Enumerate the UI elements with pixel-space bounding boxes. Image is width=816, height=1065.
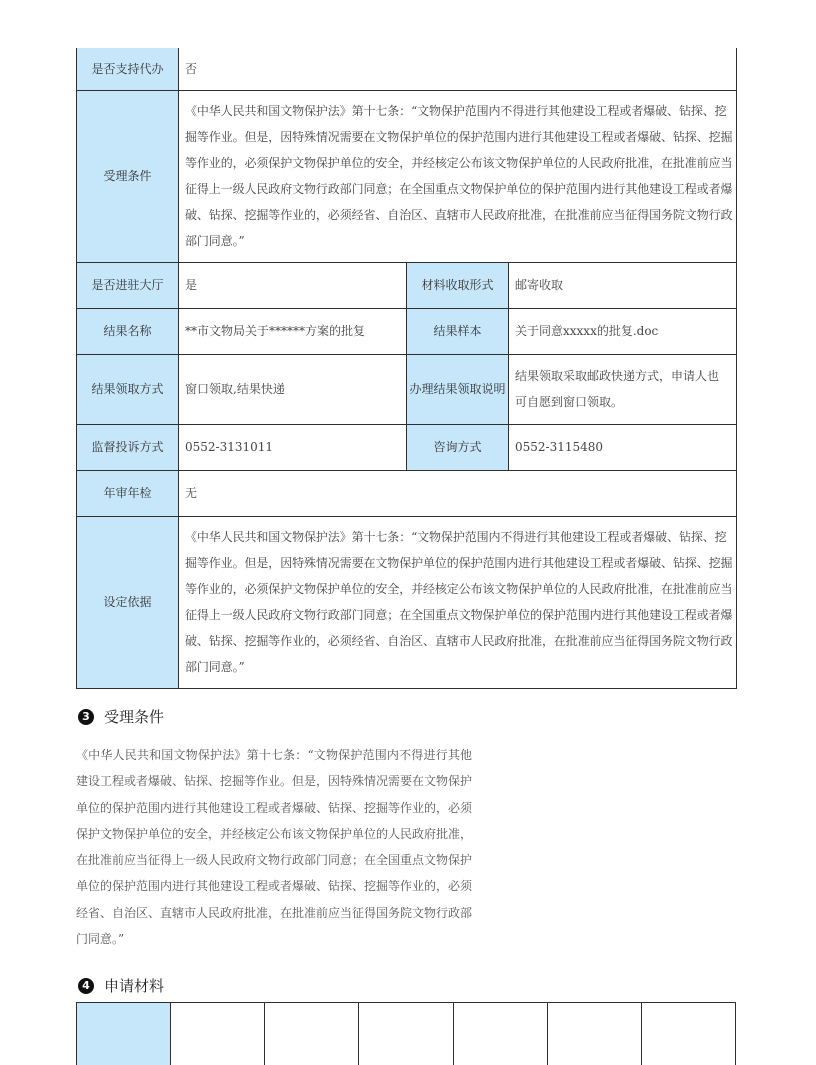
row-value: 0552-3131011 — [179, 424, 407, 470]
section-title: 受理条件 — [104, 706, 164, 727]
table-row — [77, 90, 737, 262]
row-label: 办理结果领取说明 — [407, 354, 509, 424]
row-label: 结果样本 — [407, 308, 509, 354]
row-value: 《中华人民共和国文物保护法》第十七条：“文物保护范围内不得进行其他建设工程或者爆破、钻探、挖掘等作业。但是，因特殊情况需要在文物保护单位的保护范围内进行其他建设工程或者爆破、钻探、挖掘等作业的，必须保护文物保护单位的安全，并经核定公布该文物保护单位的人民政府批准，在批准前应当征得上一级人民政府文物行政部门同意；在全国重点文物保护单位的保护范围内进行其他建设工程或者爆破、钻探、挖掘等作业的，必须经省、自治区、直辖市人民政府批准，在批准前应当征得国务院文物行政部门同意。” — [179, 516, 737, 688]
section-4-heading — [78, 975, 164, 996]
row-label: 材料收取形式 — [407, 262, 509, 308]
row-label: 结果名称 — [77, 308, 179, 354]
table-row — [77, 516, 737, 688]
table-row — [77, 48, 737, 90]
table-row — [77, 424, 737, 470]
service-info-table — [76, 48, 737, 689]
row-label: 是否支持代办 — [77, 48, 179, 90]
row-label: 年审年检 — [77, 470, 179, 516]
row-value: 邮寄收取 — [509, 262, 737, 308]
table-row — [77, 354, 737, 424]
row-label: 咨询方式 — [407, 424, 509, 470]
row-value: 结果领取采取邮政快递方式，申请人也可自愿到窗口领取。 — [509, 354, 737, 424]
section-number-badge: 4 — [78, 978, 94, 994]
row-value: 无 — [179, 470, 737, 516]
acceptance-conditions-text: 《中华人民共和国文物保护法》第十七条：“文物保护范围内不得进行其他建设工程或者爆破、钻探、挖掘等作业。但是，因特殊情况需要在文物保护单位的保护范围内进行其他建设工程或者爆破、钻探、挖掘等作业的，必须保护文物保护单位的安全，并经核定公布该文物保护单位的人民政府批准，在批准前应当征得上一级人民政府文物行政部门同意；在全国重点文物保护单位的保护范围内进行其他建设工程或者爆破、钻探、挖掘等作业的，必须经省、自治区、直辖市人民政府批准，在批准前应当征得国务院文物行政部门同意。” — [76, 742, 472, 952]
row-value: 0552-3115480 — [509, 424, 737, 470]
row-label: 受理条件 — [77, 90, 179, 262]
table-row — [77, 262, 737, 308]
row-label: 设定依据 — [77, 516, 179, 688]
row-value: 关于同意xxxxx的批复.doc — [509, 308, 737, 354]
row-value: 否 — [179, 48, 737, 90]
row-value: 窗口领取,结果快递 — [179, 354, 407, 424]
row-value: **市文物局关于******方案的批复 — [179, 308, 407, 354]
table-row — [77, 470, 737, 516]
row-value: 《中华人民共和国文物保护法》第十七条：“文物保护范围内不得进行其他建设工程或者爆破、钻探、挖掘等作业。但是，因特殊情况需要在文物保护单位的保护范围内进行其他建设工程或者爆破、钻探、挖掘等作业的，必须保护文物保护单位的安全，并经核定公布该文物保护单位的人民政府批准，在批准前应当征得上一级人民政府文物行政部门同意；在全国重点文物保护单位的保护范围内进行其他建设工程或者爆破、钻探、挖掘等作业的，必须经省、自治区、直辖市人民政府批准，在批准前应当征得国务院文物行政部门同意。” — [179, 90, 737, 262]
table-row — [77, 308, 737, 354]
row-value: 是 — [179, 262, 407, 308]
row-label: 监督投诉方式 — [77, 424, 179, 470]
section-number-badge: 3 — [78, 709, 94, 725]
row-label: 结果领取方式 — [77, 354, 179, 424]
row-label: 是否进驻大厅 — [77, 262, 179, 308]
section-3-heading — [78, 706, 164, 727]
section-title: 申请材料 — [104, 975, 164, 996]
